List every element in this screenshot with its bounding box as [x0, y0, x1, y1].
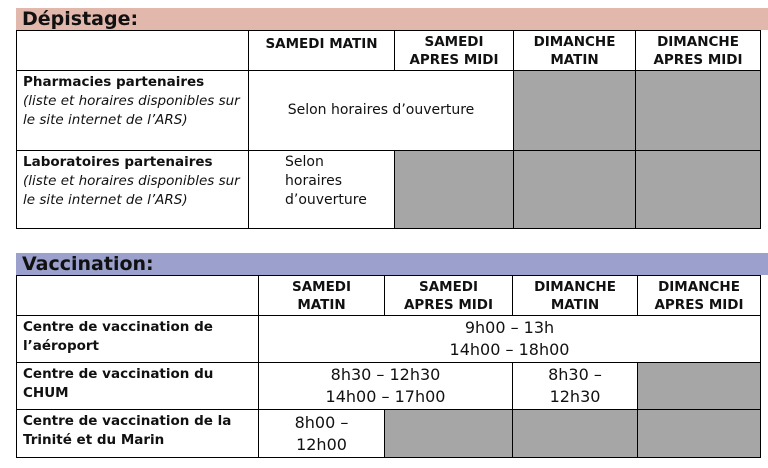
depistage-title: Dépistage:	[16, 8, 768, 30]
row-note: (liste et horaires disponibles sur le site internet de l’ARS)	[23, 173, 240, 208]
closed-cell	[638, 410, 761, 458]
row-name: Pharmacies partenaires	[23, 74, 205, 90]
hours-line: 9h00 – 13h	[464, 318, 555, 337]
closed-cell	[636, 71, 761, 151]
hours-line: 12h30	[549, 387, 601, 406]
header-samedi-apres-midi: SAMEDI APRES MIDI	[385, 276, 513, 316]
table-row	[17, 410, 761, 458]
table-header-row	[17, 31, 761, 71]
table-row	[17, 363, 761, 410]
cell-trinite-samedi-matin	[259, 410, 385, 458]
header-samedi-matin: SAMEDI MATIN	[249, 31, 395, 71]
row-label-laboratoires	[17, 151, 249, 229]
closed-cell	[385, 410, 513, 458]
row-label-aeroport: Centre de vaccination de l’aéroport	[17, 316, 259, 363]
row-note: (liste et horaires disponibles sur le site internet de l’ARS)	[23, 93, 240, 128]
closed-cell	[514, 151, 636, 229]
header-samedi-matin: SAMEDI MATIN	[259, 276, 385, 316]
table-row	[17, 71, 761, 151]
header-empty-cell	[17, 276, 259, 316]
hours-line: 12h00	[296, 434, 347, 454]
depistage-table	[16, 30, 761, 229]
closed-cell	[638, 363, 761, 410]
closed-cell	[636, 151, 761, 229]
closed-cell	[513, 410, 638, 458]
hours-line: 8h30 – 12h30	[330, 365, 441, 384]
row-name: Laboratoires partenaires	[23, 154, 213, 170]
hours-line: 8h00 –	[294, 412, 349, 432]
header-dimanche-matin: DIMANCHE MATIN	[514, 31, 636, 71]
vaccination-title: Vaccination:	[16, 253, 768, 275]
vaccination-table	[16, 275, 761, 458]
closed-cell	[514, 71, 636, 151]
cell-chum-samedi	[259, 363, 513, 410]
hours-line: 8h30 –	[548, 365, 602, 384]
closed-cell	[395, 151, 514, 229]
row-label-chum: Centre de vaccination du CHUM	[17, 363, 259, 410]
header-dimanche-apres-midi: DIMANCHE APRES MIDI	[636, 31, 761, 71]
table-row	[17, 151, 761, 229]
header-empty-cell	[17, 31, 249, 71]
table-row	[17, 316, 761, 363]
cell-chum-dimanche-matin	[513, 363, 638, 410]
table-header-row	[17, 276, 761, 316]
cell-aeroport-all	[259, 316, 761, 363]
header-samedi-apres-midi: SAMEDI APRES MIDI	[395, 31, 514, 71]
hours-line: 14h00 – 18h00	[449, 340, 570, 359]
cell-laboratoires-samedi-matin: Selon horaires d’ouverture	[249, 151, 395, 229]
hours-line: 14h00 – 17h00	[325, 387, 446, 406]
cell-pharmacies-samedi: Selon horaires d’ouverture	[249, 71, 514, 151]
row-label-pharmacies	[17, 71, 249, 151]
row-label-trinite-marin: Centre de vaccination de la Trinité et du Marin	[17, 410, 259, 458]
header-dimanche-matin: DIMANCHE MATIN	[513, 276, 638, 316]
header-dimanche-apres-midi: DIMANCHE APRES MIDI	[638, 276, 761, 316]
